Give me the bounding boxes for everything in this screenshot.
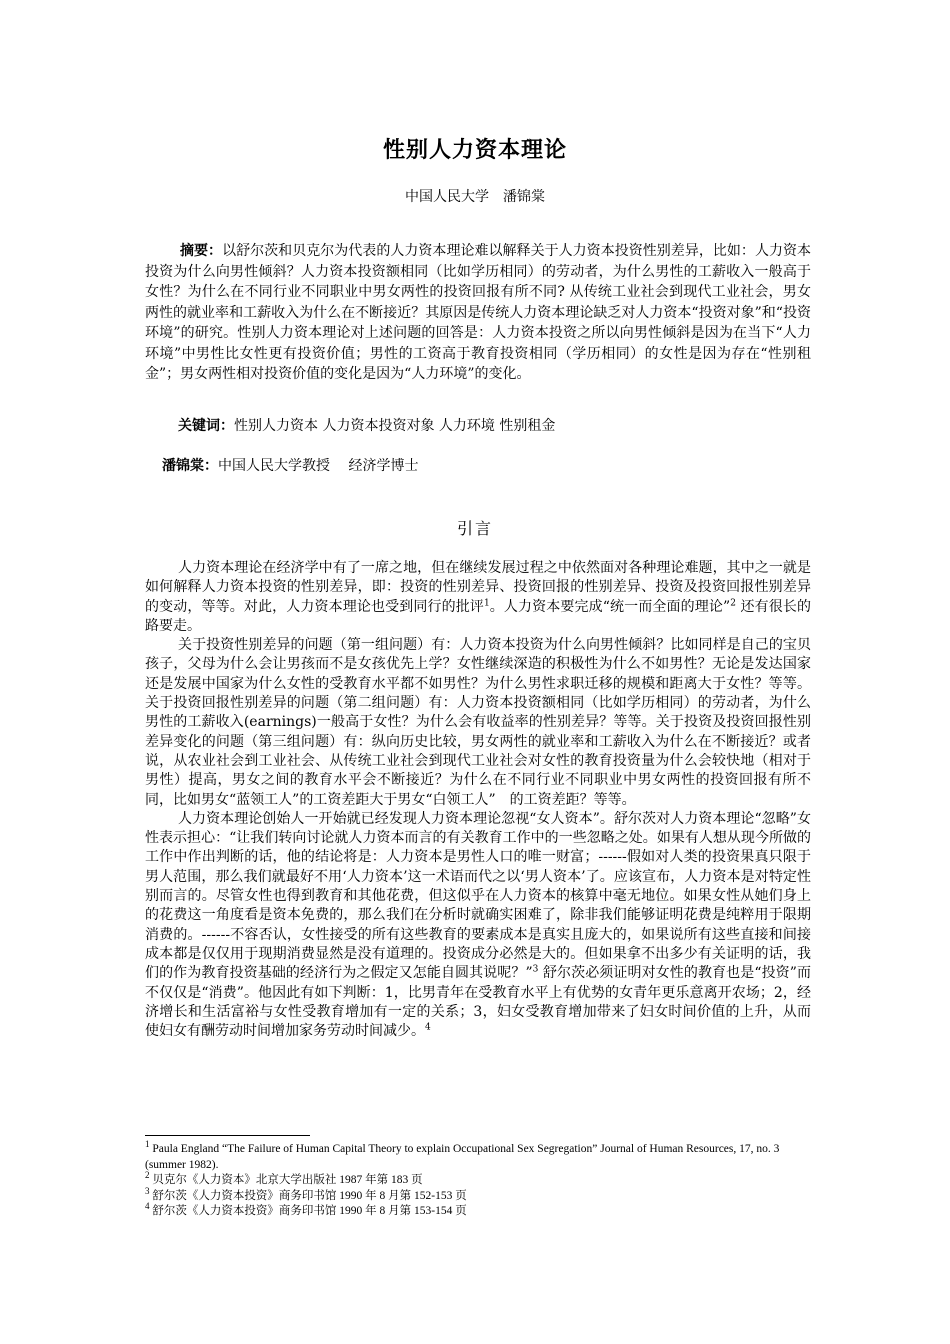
footnote-1-num: 1 [145,1139,150,1150]
abstract [145,241,811,385]
footnote-ref-3: 3 [532,964,539,975]
footnote-1 [145,1139,811,1173]
footnote-4 [145,1201,811,1220]
keywords-text: 性别人力资本 人力资本投资对象 人力环境 性别租金 [234,418,556,434]
paper-title: 性别人力资本理论 [382,138,567,163]
paragraph-3 [145,810,811,1042]
bio-text: 中国人民大学教授 经济学博士 [218,458,419,474]
section-title: 引言 [456,519,493,538]
footnote-1-text: Paula England “The Failure of Human Capital Theory to explain Occupational Sex Segregation” Journal of Human Resources, 17, no. 3 (summer 1982). [145,1143,780,1171]
bio-label: 潘锦棠： [162,458,218,474]
footnote-ref-1: 1 [483,597,490,608]
footnote-ref-2: 2 [730,597,736,608]
paragraph-3-text-b: 舒尔茨必须证明对女性的教育也是“投资”而不仅仅是“消费”。他因此有如下判断：1，比男青年在受教育水平上有优势的女青年更乐意离开农场；2，经济增长和生活富裕与女性受教育增加有一定的关系；3，妇女受教育增加带来了妇女时间价值的上升，从而使妇女有酬劳动时间增加家务劳动时间减少。 [145,965,812,1040]
footnote-4-num: 4 [145,1201,150,1212]
footnotes [145,1139,811,1220]
footnote-ref-4: 4 [425,1022,431,1033]
keywords [178,415,555,435]
abstract-label: 摘要： [180,243,223,259]
paragraph-3-text-a: 人力资本理论创始人一开始就已经发现人力资本理论忽视“女人资本”。舒尔茨对人力资本理论“忽略”女性表示担心：“让我们转向讨论就人力资本而言的有关教育工作中的一些忽略之处。如果有人想从现今所做的工作中作出判断的话，他的结论将是：人力资本是男性人口的唯一财富；------假如对人类的投资果真只限于男人范围，那么我们就最好不用‘人力资本’这一术语而代之以‘男人资本’了。应该宣布，人力资本是对特定性别而言的。尽管女性也得到教育和其他花费，但这似乎在人力资本的核算中毫无地位。如果女性从她们身上的花费这一角度看是资本免费的，那么我们在分析时就确实困难了，除非我们能够证明花费是纯粹用于限期消费的。------不容否认，女性接受的所有这些教育的要素成本是真实且庞大的，如果说所有这些直接和间接成本都是仅仅用于现期消费显然是没有道理的。投资成分必然是大的。但如果拿不出多少有关证明的话，我们的作为教育投资基础的经济行为之假定又怎能自圆其说呢？” [145,810,811,982]
footnote-2 [145,1170,811,1189]
footnote-4-text: 舒尔茨《人力资本投资》商务印书馆 1990 年 8 月第 153-154 页 [152,1205,467,1217]
footnote-2-text: 贝克尔《人力资本》北京大学出版社 1987 年第 183 页 [152,1174,423,1186]
body-text [145,559,811,1041]
footnote-3-num: 3 [145,1185,150,1196]
abstract-text: 以舒尔茨和贝克尔为代表的人力资本理论难以解释关于人力资本投资性别差异，比如：人力资本投资为什么向男性倾斜？人力资本投资额相同（比如学历相同）的劳动者，为什么男性的工薪收入一般高于女性？为什么在不同行业不同职业中男女两性的投资回报有所不同? 从传统工业社会到现代工业社会，男女两性的就业率和工薪收入为什么在不断接近？其原因是传统人力资本理论缺乏对人力资本“投资对象”和“投资环境”的研究。性别人力资本理论对上述问题的回答是：人力资本投资之所以向男性倾斜是因为在当下“人力环境”中男性比女性更有投资价值；男性的工资高于教育投资相同（学历相同）的女性是因为存在“性别租金”；男女两性相对投资价值的变化是因为“人力环境”的变化。 [145,243,812,382]
footnote-2-num: 2 [145,1170,150,1181]
keywords-label: 关键词： [178,418,234,434]
footnote-3 [145,1185,811,1205]
footnote-divider [145,1135,310,1136]
paragraph-1 [145,559,811,636]
paragraph-2: 关于投资性别差异的问题（第一组问题）有：人力资本投资为什么向男性倾斜？比如同样是自己的宝贝孩子，父母为什么会让男孩而不是女孩优先上学？女性继续深造的积极性为什么不如男性？无论是发达国家还是发展中国家为什么女性的受教育水平都不如男性？为什么男性求职迁移的规模和距离大于女性？等等。关于投资回报性别差异的问题（第二组问题）有：人力资本投资额相同（比如学历相同）的劳动者，为什么男性的工薪收入(earnings)一般高于女性？为什么会有收益率的性别差异？等等。关于投资及投资回报性别差异变化的问题（第三组问题）有：纵向历史比较，男女两性的就业率和工薪收入为什么在不断接近？或者说，从农业社会到工业社会、从传统工业社会到现代工业社会对女性的教育投资量为什么会较快地（相对于男性）提高，男女之间的教育水平会不断接近？为什么在不同行业不同职业中男女两性的投资回报有所不同，比如男女“蓝领工人”的工资差距大于男女“白领工人” 的工资差距？等等。 [145,637,811,808]
author-bio [162,455,418,475]
paragraph-1-text-a: 人力资本理论在经济学中有了一席之地，但在继续发展过程之中依然面对各种理论难题，其中之一就是如何解释人力资本投资的性别差异，即：投资的性别差异、投资回报的性别差异、投资及投资回报性别差异的变动，等等。对此，人力资本理论也受到同行的批评 [145,560,811,615]
paragraph-1-text-b: 。人力资本要完成“统一而全面的理论” [489,598,731,615]
footnote-3-text: 舒尔茨《人力资本投资》商务印书馆 1990 年 8 月第 152-153 页 [152,1189,467,1202]
author-line: 中国人民大学 潘锦棠 [405,189,545,205]
paragraph-1-text-c: 还有很长的路要走。 [145,598,811,634]
